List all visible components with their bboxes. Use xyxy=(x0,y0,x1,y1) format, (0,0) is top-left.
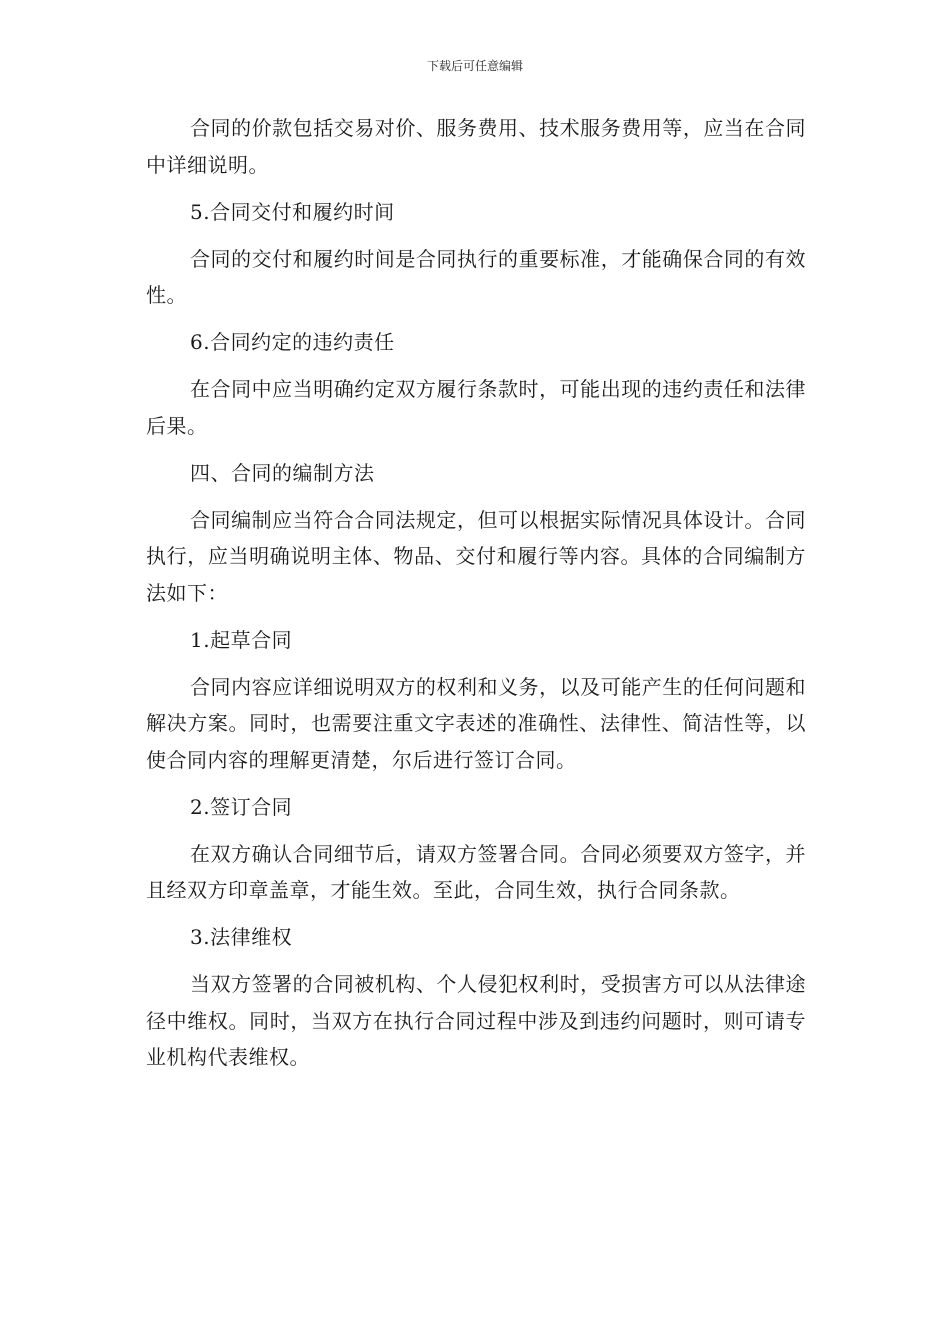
paragraph-delivery-time: 合同的交付和履约时间是合同执行的重要标准，才能确保合同的有效性。 xyxy=(146,246,806,307)
heading-signing: 2.签订合同 xyxy=(190,794,293,819)
paragraph-liability: 在合同中应当明确约定双方履行条款时，可能出现的违约责任和法律后果。 xyxy=(146,377,806,438)
heading-drafting: 1.起草合同 xyxy=(190,627,293,652)
paragraph-legal-rights: 当双方签署的合同被机构、个人侵犯权利时，受损害方可以从法律途径中维权。同时，当双方在执行合同过程中涉及到违约问题时，则可请专业机构代表维权。 xyxy=(146,972,806,1069)
paragraph-drafting: 合同内容应详细说明双方的权利和义务，以及可能产生的任何问题和解决方案。同时，也需要注重文字表述的准确性、法律性、简洁性等，以使合同内容的理解更清楚，尔后进行签订合同。 xyxy=(146,674,806,772)
heading-liability: 6.合同约定的违约责任 xyxy=(190,330,395,354)
paragraph-price: 合同的价款包括交易对价、服务费用、技术服务费用等，应当在合同中详细说明。 xyxy=(146,116,806,177)
document-body xyxy=(146,110,806,1086)
paragraph-signing: 在双方确认合同细节后，请双方签署合同。合同必须要双方签字，并且经双方印章盖章，才能生效。至此，合同生效，执行合同条款。 xyxy=(146,841,806,902)
heading-section-four: 四、合同的编制方法 xyxy=(190,460,375,485)
paragraph-section-four: 合同编制应当符合合同法规定，但可以根据实际情况具体设计。合同执行，应当明确说明主体、物品、交付和履行等内容。具体的合同编制方法如下： xyxy=(146,507,806,605)
heading-legal-rights: 3.法律维权 xyxy=(190,925,293,949)
page-header: 下载后可任意编辑 xyxy=(426,59,523,73)
heading-delivery-time: 5.合同交付和履约时间 xyxy=(190,199,395,224)
